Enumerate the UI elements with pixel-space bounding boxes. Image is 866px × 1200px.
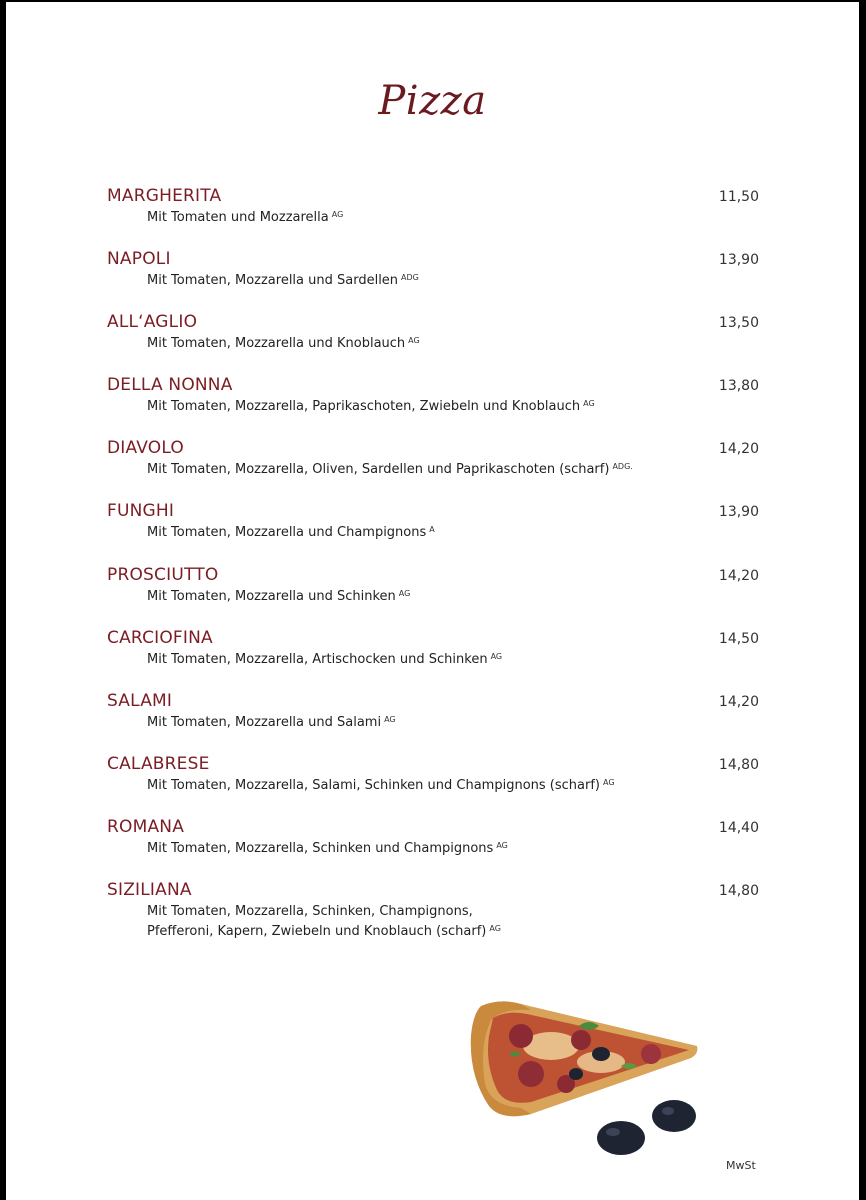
allergen-codes: AG	[384, 714, 396, 724]
allergen-codes: AG	[398, 588, 411, 598]
item-price: 13,90	[718, 504, 759, 521]
menu-page	[6, 2, 859, 1200]
page-title: Pizza	[378, 78, 487, 124]
item-name: DELLA NONNA	[107, 375, 233, 396]
item-description	[147, 902, 501, 942]
description-text: Mit Tomaten, Mozzarella und Schinken	[147, 588, 396, 604]
description-line	[147, 839, 508, 859]
item-description	[147, 713, 396, 733]
menu-item	[107, 816, 767, 879]
item-name: DIAVOLO	[107, 438, 185, 459]
description-text: Mit Tomaten, Mozzarella und Salami	[147, 714, 382, 730]
allergen-codes: ADG.	[612, 462, 633, 472]
allergen-codes: AG	[489, 924, 501, 934]
vat-note: MwSt	[726, 1159, 756, 1172]
item-price: 13,80	[718, 378, 759, 395]
item-price: 14,50	[718, 630, 759, 647]
item-description	[147, 271, 419, 291]
description-text: Mit Tomaten, Mozzarella, Salami, Schinken und Champignons (scharf)	[147, 777, 600, 793]
item-price: 14,20	[718, 693, 759, 710]
allergen-codes: AG	[583, 399, 595, 409]
description-text: Mit Tomaten, Mozzarella, Oliven, Sardellen und Paprikaschoten (scharf)	[147, 462, 610, 478]
item-name: ALL‘AGLIO	[107, 312, 198, 333]
item-price: 14,20	[718, 567, 759, 584]
item-name: CARCIOFINA	[107, 627, 213, 648]
menu-item	[107, 311, 767, 374]
menu-item	[107, 248, 767, 311]
item-price: 14,20	[718, 441, 759, 458]
description-line	[147, 650, 502, 670]
item-name: SALAMI	[107, 690, 173, 711]
menu-item	[107, 753, 767, 816]
description-line	[147, 208, 343, 228]
item-description	[147, 839, 508, 859]
description-text: Mit Tomaten und Mozzarella	[147, 210, 329, 225]
allergen-codes: AG	[496, 840, 508, 850]
description-line	[147, 523, 435, 543]
description-line	[147, 334, 420, 354]
item-name: FUNGHI	[107, 501, 175, 522]
description-line	[147, 713, 396, 733]
item-description	[147, 523, 435, 543]
item-name: NAPOLI	[107, 249, 171, 270]
item-description	[147, 776, 615, 796]
allergen-codes: AG	[408, 336, 420, 346]
description-line	[147, 922, 501, 942]
description-text: Mit Tomaten, Mozzarella und Knoblauch	[147, 336, 406, 352]
item-price: 14,40	[718, 819, 759, 836]
description-text: Mit Tomaten, Mozzarella, Schinken, Champignons,	[147, 904, 473, 920]
description-text: Pfefferoni, Kapern, Zwiebeln und Knoblauch (scharf)	[147, 924, 487, 940]
description-text: Mit Tomaten, Mozzarella, Artischocken und Schinken	[147, 651, 488, 667]
menu-item	[107, 627, 767, 690]
item-price: 14,80	[718, 883, 759, 900]
allergen-codes: AG	[490, 651, 503, 661]
menu-item	[107, 500, 767, 563]
item-description	[147, 334, 420, 354]
item-name: CALABRESE	[107, 753, 210, 774]
allergen-codes: AG	[331, 210, 344, 219]
description-line	[147, 460, 633, 480]
item-description	[147, 208, 343, 228]
pizza-menu-list	[107, 185, 767, 942]
menu-item	[107, 437, 767, 500]
description-text: Mit Tomaten, Mozzarella, Paprikaschoten, Zwiebeln und Knoblauch	[147, 399, 581, 415]
menu-item	[107, 879, 767, 942]
description-text: Mit Tomaten, Mozzarella, Schinken und Champignons	[147, 840, 494, 856]
description-line	[147, 587, 410, 607]
description-line	[147, 397, 595, 417]
item-price: 13,90	[718, 252, 759, 269]
item-name: PROSCIUTTO	[107, 564, 219, 585]
item-description	[147, 587, 410, 607]
item-name: SIZILIANA	[107, 880, 192, 901]
description-line	[147, 271, 419, 291]
menu-item	[107, 690, 767, 753]
description-line	[147, 902, 501, 922]
allergen-codes: ADG	[401, 273, 419, 283]
menu-item	[107, 564, 767, 627]
item-price: 11,50	[718, 189, 759, 205]
item-description	[147, 397, 595, 417]
pizza-slice-illustration	[461, 996, 706, 1161]
item-description	[147, 460, 633, 480]
menu-item	[107, 185, 767, 248]
allergen-codes: AG	[602, 777, 615, 787]
description-text: Mit Tomaten, Mozzarella und Champignons	[147, 525, 427, 541]
item-price: 13,50	[718, 315, 759, 332]
description-line	[147, 776, 615, 796]
item-name: MARGHERITA	[107, 186, 222, 206]
item-price: 14,80	[718, 756, 759, 773]
menu-item	[107, 374, 767, 437]
item-description	[147, 650, 502, 670]
item-name: ROMANA	[107, 816, 185, 837]
allergen-codes: A	[429, 525, 435, 535]
description-text: Mit Tomaten, Mozzarella und Sardellen	[147, 273, 399, 289]
